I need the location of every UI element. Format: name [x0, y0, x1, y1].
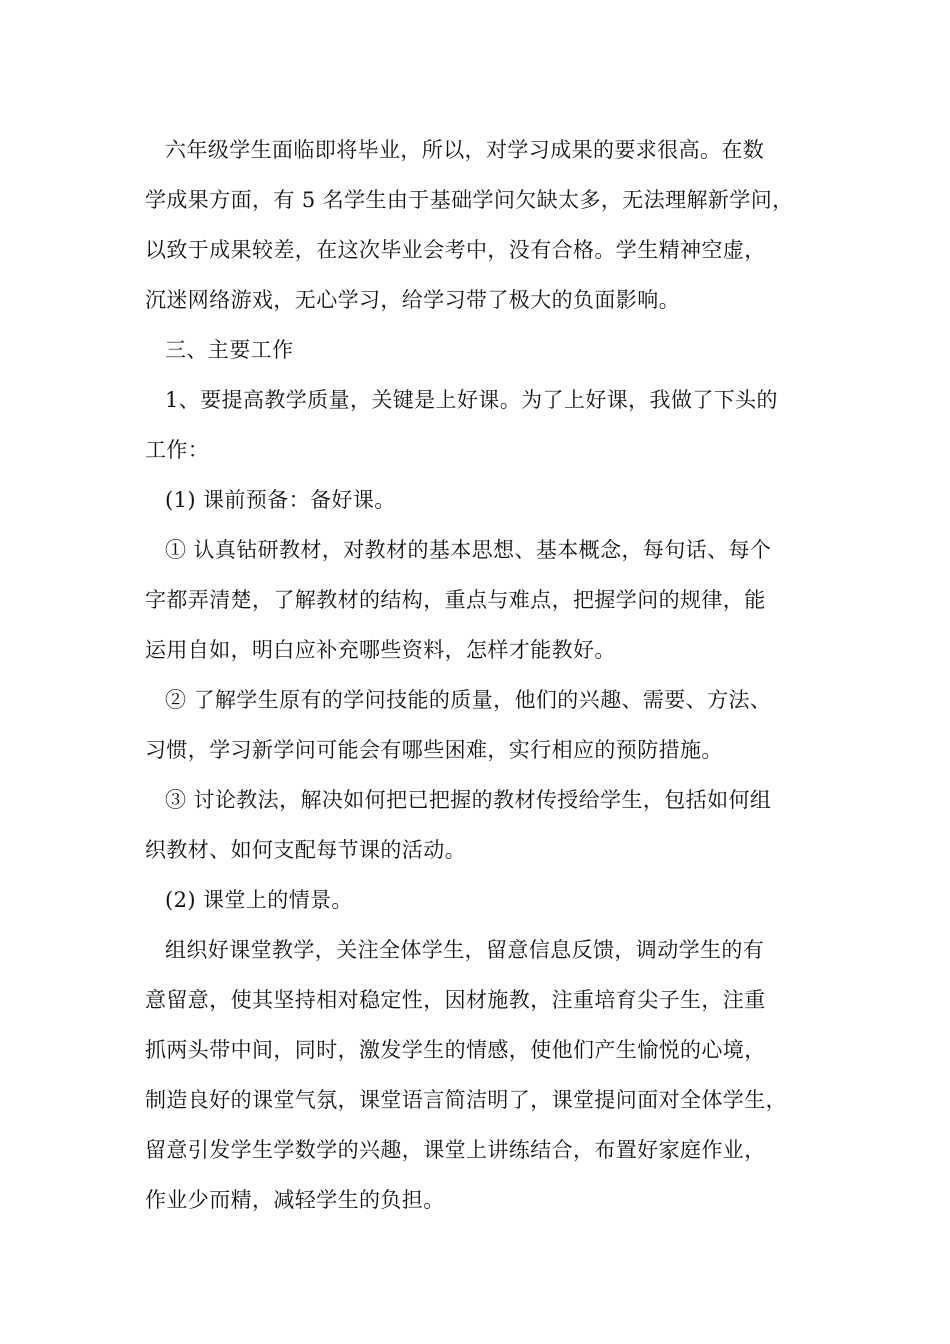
- paragraph-line: 工作：: [145, 438, 210, 462]
- list-item-line: ② 了解学生原有的学问技能的质量，他们的兴趣、需要、方法、: [165, 688, 772, 712]
- paragraph-line: 六年级学生面临即将毕业，所以，对学习成果的要求很高。在数: [165, 138, 765, 162]
- paragraph-line: 意留意，使其坚持相对稳定性，因材施教，注重培育尖子生，注重: [145, 988, 766, 1012]
- subheading: (2) 课堂上的情景。: [165, 888, 353, 912]
- document-body: [145, 125, 825, 1225]
- section-heading: 三、主要工作: [165, 338, 294, 362]
- paragraph-line: 组织好课堂教学，关注全体学生，留意信息反馈，调动学生的有: [165, 938, 765, 962]
- paragraph-line: 作业少而精，减轻学生的负担。: [145, 1188, 445, 1212]
- list-item-line: 运用自如，明白应补充哪些资料，怎样才能教好。: [145, 638, 616, 662]
- list-item-line: 习惯，学习新学问可能会有哪些困难，实行相应的预防措施。: [145, 738, 723, 762]
- list-item-line: 字都弄清楚，了解教材的结构，重点与难点，把握学问的规律，能: [145, 588, 766, 612]
- list-item-line: 织教材、如何支配每节课的活动。: [145, 838, 466, 862]
- paragraph-line: 以致于成果较差，在这次毕业会考中，没有合格。学生精神空虚，: [145, 238, 766, 262]
- list-item-line: ① 认真钻研教材，对教材的基本思想、基本概念，每句话、每个: [165, 538, 772, 562]
- paragraph-line: 1、要提高教学质量，关键是上好课。为了上好课，我做了下头的: [165, 388, 778, 412]
- paragraph-line: 学成果方面，有 5 名学生由于基础学问欠缺太多，无法理解新学问，: [145, 188, 794, 212]
- paragraph-line: 抓两头带中间，同时，激发学生的情感，使他们产生愉悦的心境，: [145, 1038, 766, 1062]
- list-item-line: ③ 讨论教法，解决如何把已把握的教材传授给学生，包括如何组: [165, 788, 772, 812]
- paragraph-line: 留意引发学生学数学的兴趣，课堂上讲练结合，布置好家庭作业，: [145, 1138, 766, 1162]
- paragraph-line: 沉迷网络游戏，无心学习，给学习带了极大的负面影响。: [145, 288, 680, 312]
- paragraph-line: 制造良好的课堂气氛，课堂语言简洁明了，课堂提问面对全体学生，: [145, 1088, 787, 1112]
- subheading: (1) 课前预备：备好课。: [165, 488, 396, 512]
